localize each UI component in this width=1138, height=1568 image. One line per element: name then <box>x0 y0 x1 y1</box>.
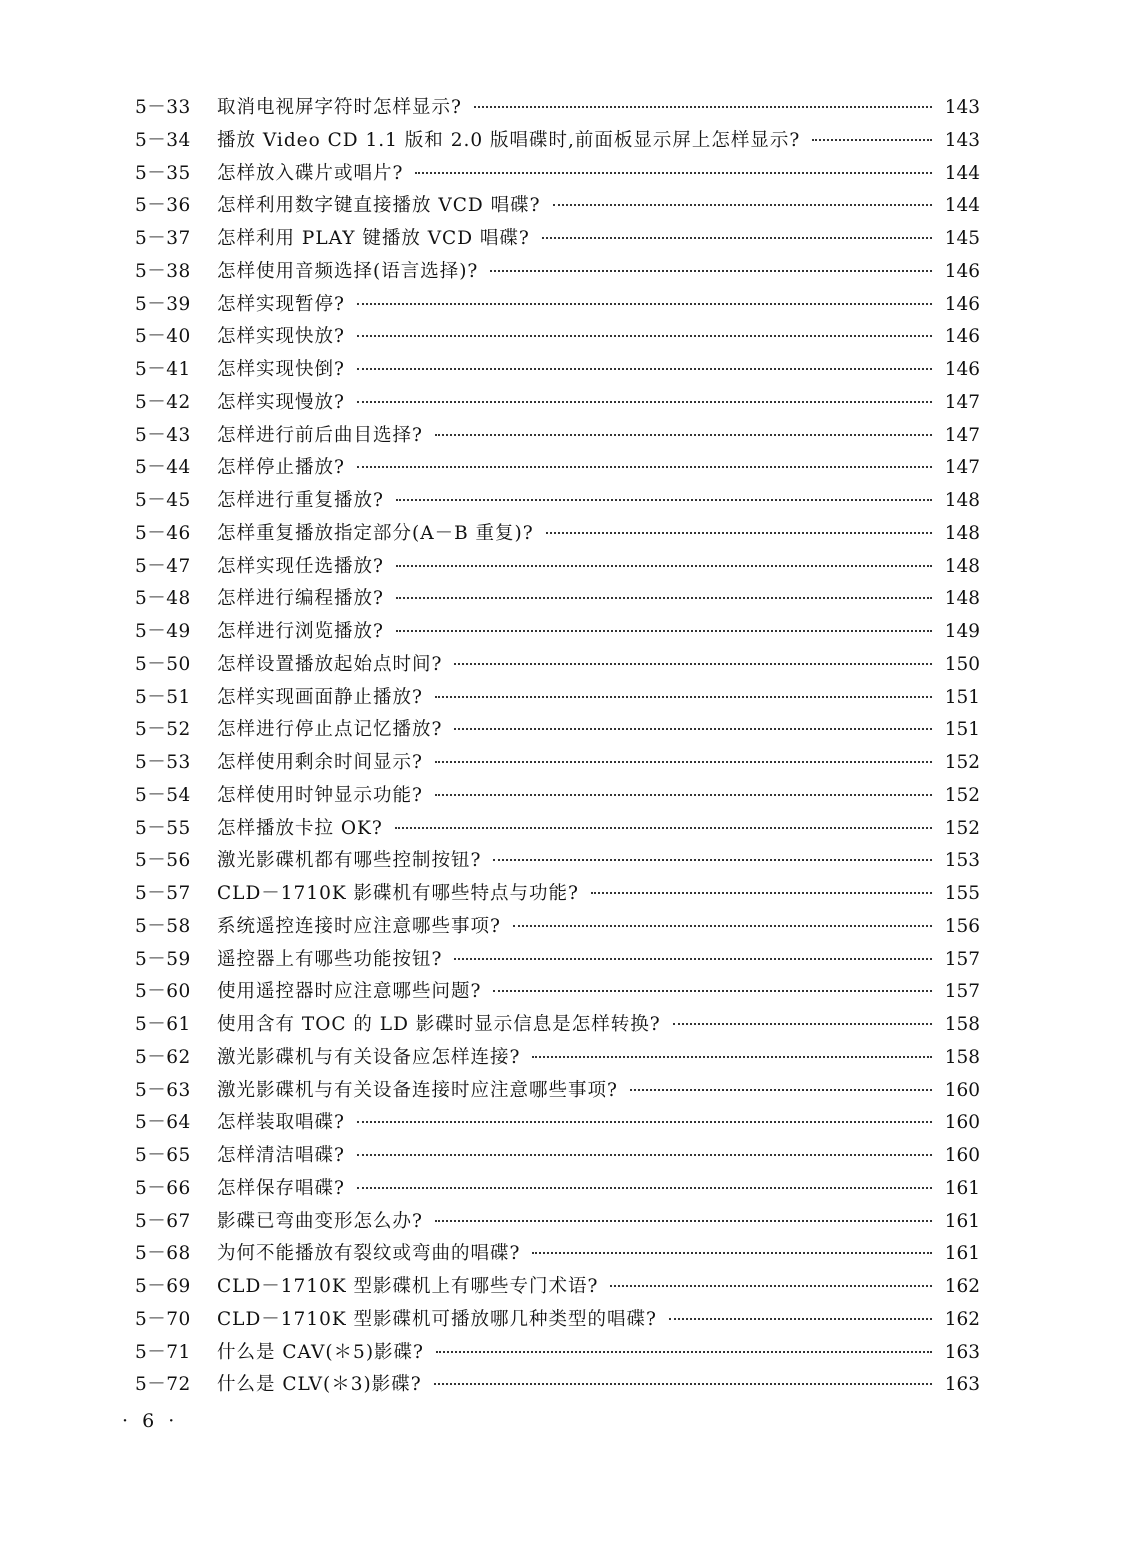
toc-entry-page: 148 <box>944 555 980 577</box>
toc-entry-page: 160 <box>944 1112 980 1134</box>
toc-entry-number: 5－42 <box>135 391 191 413</box>
toc-entry <box>135 1304 980 1337</box>
toc-entry-page: 151 <box>944 719 980 741</box>
toc-entry-number: 5－37 <box>135 228 191 249</box>
toc-entry <box>135 813 980 846</box>
dot-leader <box>415 172 932 174</box>
dot-leader <box>357 368 932 370</box>
toc-entry-number: 5－54 <box>135 784 191 806</box>
toc-entry-page: 152 <box>944 817 980 839</box>
toc-entry <box>135 878 980 911</box>
toc-entry-number: 5－65 <box>135 1145 191 1166</box>
toc-entry-page: 157 <box>944 981 980 1003</box>
toc-entry-title: 怎样使用剩余时间显示? <box>217 752 423 773</box>
toc-entry-title: 怎样实现慢放? <box>217 391 345 413</box>
toc-entry-number: 5－71 <box>135 1341 191 1363</box>
toc-entry-number: 5－68 <box>135 1243 191 1265</box>
toc-entry <box>135 190 980 223</box>
toc-entry <box>135 1206 980 1239</box>
dot-leader <box>357 1187 932 1189</box>
toc-entry-page: 157 <box>944 948 980 970</box>
dot-leader <box>532 1056 932 1058</box>
toc-entry-title: 怎样重复播放指定部分(A－B 重复)? <box>217 522 534 544</box>
toc-entry-title: 怎样实现快放? <box>217 326 345 348</box>
dot-leader <box>546 532 932 534</box>
toc-entry <box>135 649 980 682</box>
toc-entry-number: 5－49 <box>135 621 191 642</box>
toc-entry-page: 152 <box>944 784 980 806</box>
dot-leader <box>812 139 932 141</box>
toc-entry-title: 取消电视屏字符时怎样显示? <box>217 97 462 118</box>
toc-entry-page: 158 <box>944 1046 980 1068</box>
toc-entry-number: 5－67 <box>135 1210 191 1232</box>
toc-entry <box>135 223 980 256</box>
toc-entry-page: 145 <box>944 228 980 249</box>
toc-entry-number: 5－39 <box>135 293 191 315</box>
dot-leader <box>396 499 932 501</box>
toc-entry-title: 怎样装取唱碟? <box>217 1112 345 1134</box>
toc-entry-number: 5－69 <box>135 1276 191 1297</box>
toc-entry <box>135 289 980 322</box>
toc-entry <box>135 583 980 616</box>
toc-entry-number: 5－50 <box>135 653 191 675</box>
toc-entry-number: 5－52 <box>135 719 191 741</box>
toc-entry-title: 怎样清洁唱碟? <box>217 1145 345 1166</box>
dot-leader <box>591 892 932 894</box>
toc-entry-number: 5－62 <box>135 1046 191 1068</box>
toc-entry <box>135 354 980 387</box>
toc-entry-page: 148 <box>944 490 980 511</box>
dot-leader <box>435 434 932 436</box>
dot-leader <box>673 1023 932 1025</box>
toc-entry-number: 5－63 <box>135 1079 191 1101</box>
toc-entry <box>135 452 980 485</box>
toc-entry-page: 160 <box>944 1145 980 1166</box>
toc-entry-number: 5－38 <box>135 260 191 282</box>
toc-entry-page: 149 <box>944 621 980 642</box>
dot-leader <box>357 1121 932 1123</box>
toc-entry-page: 160 <box>944 1079 980 1101</box>
toc-entry-number: 5－66 <box>135 1177 191 1199</box>
toc-entry-page: 162 <box>944 1308 980 1330</box>
toc-entry <box>135 1075 980 1108</box>
toc-entry-title: 怎样播放卡拉 OK? <box>217 817 383 839</box>
toc-entry-title: 怎样进行浏览播放? <box>217 621 384 642</box>
toc-entry-number: 5－35 <box>135 162 191 184</box>
toc-entry-page: 162 <box>944 1276 980 1297</box>
toc-entry <box>135 976 980 1009</box>
toc-entry-number: 5－59 <box>135 948 191 970</box>
toc-entry <box>135 420 980 453</box>
dot-leader <box>396 630 932 632</box>
toc-entry-title: 怎样实现任选播放? <box>217 555 384 577</box>
toc-entry-page: 150 <box>944 653 980 675</box>
toc-entry-page: 158 <box>944 1014 980 1035</box>
toc-entry-title: 激光影碟机都有哪些控制按钮? <box>217 850 482 872</box>
toc-entry-title: CLD－1710K 型影碟机上有哪些专门术语? <box>217 1276 599 1297</box>
toc-entry-page: 146 <box>944 260 980 282</box>
toc-entry-title: 怎样实现暂停? <box>217 293 345 315</box>
dot-leader <box>357 401 932 403</box>
toc-entry-title: 怎样使用时钟显示功能? <box>217 784 423 806</box>
toc-entry-title: CLD－1710K 型影碟机可播放哪几种类型的唱碟? <box>217 1308 657 1330</box>
dot-leader <box>396 565 932 567</box>
toc-entry-page: 155 <box>944 883 980 904</box>
toc-entry-number: 5－40 <box>135 326 191 348</box>
toc-entry <box>135 1271 980 1304</box>
dot-leader <box>435 761 932 763</box>
dot-leader <box>553 204 932 206</box>
toc-entry <box>135 92 980 125</box>
toc-entry <box>135 1173 980 1206</box>
toc-entry-page: 151 <box>944 686 980 708</box>
toc-entry-page: 147 <box>944 457 980 479</box>
toc-entry <box>135 714 980 747</box>
toc-entry-title: 使用遥控器时应注意哪些问题? <box>217 981 482 1003</box>
dot-leader <box>435 1220 932 1222</box>
toc-entry-page: 148 <box>944 588 980 610</box>
toc-entry-title: 怎样进行编程播放? <box>217 588 384 610</box>
toc-entry-number: 5－53 <box>135 752 191 773</box>
toc-entry-title: 怎样进行停止点记忆播放? <box>217 719 443 741</box>
toc-entry-number: 5－43 <box>135 424 191 446</box>
toc-entry-title: 影碟已弯曲变形怎么办? <box>217 1210 423 1232</box>
dot-leader <box>357 303 932 305</box>
toc-entry <box>135 1337 980 1370</box>
toc-entry-page: 163 <box>944 1341 980 1363</box>
toc-entry-title: 怎样进行重复播放? <box>217 490 384 511</box>
toc-entry-title: 遥控器上有哪些功能按钮? <box>217 948 443 970</box>
toc-entry <box>135 944 980 977</box>
dot-leader <box>395 827 932 829</box>
dot-leader <box>542 237 932 239</box>
toc-entry-page: 144 <box>944 195 980 217</box>
toc-entry-page: 148 <box>944 522 980 544</box>
toc-entry-number: 5－60 <box>135 981 191 1003</box>
toc-entry-title: CLD－1710K 影碟机有哪些特点与功能? <box>217 883 579 904</box>
toc-entry <box>135 616 980 649</box>
toc-entry <box>135 125 980 158</box>
toc-entry-page: 161 <box>944 1177 980 1199</box>
toc-entry <box>135 551 980 584</box>
toc-entry-title: 怎样停止播放? <box>217 457 345 479</box>
dot-leader <box>474 106 932 108</box>
toc-entry-title: 怎样使用音频选择(语言选择)? <box>217 260 479 282</box>
toc-entry-page: 146 <box>944 359 980 380</box>
dot-leader <box>630 1089 932 1091</box>
toc-entry-number: 5－57 <box>135 883 191 904</box>
toc-entry-title: 为何不能播放有裂纹或弯曲的唱碟? <box>217 1243 521 1265</box>
toc-entry-page: 143 <box>944 97 980 118</box>
toc-entry <box>135 387 980 420</box>
dot-leader <box>454 663 932 665</box>
toc-entry-page: 147 <box>944 424 980 446</box>
toc-entry-page: 152 <box>944 752 980 773</box>
toc-entry-number: 5－70 <box>135 1308 191 1330</box>
toc-entry-number: 5－47 <box>135 555 191 577</box>
dot-leader <box>493 859 932 861</box>
toc-entry <box>135 485 980 518</box>
dot-leader <box>454 728 932 730</box>
toc-entry-page: 144 <box>944 162 980 184</box>
dot-leader <box>669 1318 932 1320</box>
toc-entry-title: 系统遥控连接时应注意哪些事项? <box>217 915 501 937</box>
toc-entry-page: 146 <box>944 293 980 315</box>
toc-entry <box>135 747 980 780</box>
toc-entry-number: 5－46 <box>135 522 191 544</box>
dot-leader <box>357 335 932 337</box>
toc-entry-title: 怎样设置播放起始点时间? <box>217 653 443 675</box>
dot-leader <box>435 794 932 796</box>
toc-entry-title: 使用含有 TOC 的 LD 影碟时显示信息是怎样转换? <box>217 1014 661 1035</box>
toc-entry <box>135 911 980 944</box>
toc-entry-number: 5－72 <box>135 1374 191 1396</box>
toc-entry-page: 143 <box>944 129 980 151</box>
page-number: · 6 · <box>122 1410 179 1432</box>
toc-entry <box>135 1042 980 1075</box>
toc-entry-title: 怎样实现画面静止播放? <box>217 686 423 708</box>
toc-entry-title: 怎样利用数字键直接播放 VCD 唱碟? <box>217 195 541 217</box>
toc-entry <box>135 1140 980 1173</box>
toc-entry-page: 146 <box>944 326 980 348</box>
toc-entry <box>135 1369 980 1402</box>
toc-entry-page: 156 <box>944 915 980 937</box>
toc-entry-number: 5－64 <box>135 1112 191 1134</box>
toc-entry <box>135 1238 980 1271</box>
toc-entry-number: 5－34 <box>135 129 191 151</box>
toc-entry-title: 什么是 CAV(＊5)影碟? <box>217 1341 424 1363</box>
toc-entry-page: 153 <box>944 850 980 872</box>
dot-leader <box>532 1252 932 1254</box>
dot-leader <box>357 466 932 468</box>
toc-entry <box>135 1107 980 1140</box>
toc-entry-page: 163 <box>944 1374 980 1396</box>
toc-entry-title: 激光影碟机与有关设备应怎样连接? <box>217 1046 521 1068</box>
toc-entry-page: 147 <box>944 391 980 413</box>
toc-entry-number: 5－61 <box>135 1014 191 1035</box>
toc-entry <box>135 256 980 289</box>
toc-entry-number: 5－45 <box>135 490 191 511</box>
toc-entry-number: 5－56 <box>135 850 191 872</box>
toc-entry-title: 怎样进行前后曲目选择? <box>217 424 423 446</box>
dot-leader <box>513 925 932 927</box>
toc-entry <box>135 780 980 813</box>
toc-entry-number: 5－51 <box>135 686 191 708</box>
toc-entry-page: 161 <box>944 1210 980 1232</box>
dot-leader <box>454 958 932 960</box>
toc-entry <box>135 845 980 878</box>
toc-entry-number: 5－48 <box>135 588 191 610</box>
toc-entry-title: 怎样放入碟片或唱片? <box>217 162 404 184</box>
toc-entry <box>135 158 980 191</box>
toc-entry-page: 161 <box>944 1243 980 1265</box>
dot-leader <box>357 1154 932 1156</box>
toc-entry-title: 激光影碟机与有关设备连接时应注意哪些事项? <box>217 1079 618 1101</box>
dot-leader <box>436 1351 932 1353</box>
toc-entry-title: 怎样实现快倒? <box>217 359 345 380</box>
toc-entry-title: 怎样保存唱碟? <box>217 1177 345 1199</box>
toc-entry-number: 5－36 <box>135 195 191 217</box>
toc-entry-number: 5－44 <box>135 457 191 479</box>
toc-entry <box>135 321 980 354</box>
toc-entry-title: 什么是 CLV(＊3)影碟? <box>217 1374 422 1396</box>
table-of-contents <box>135 92 980 1402</box>
toc-entry-number: 5－55 <box>135 817 191 839</box>
toc-entry-number: 5－58 <box>135 915 191 937</box>
dot-leader <box>396 597 932 599</box>
dot-leader <box>434 1383 932 1385</box>
toc-entry <box>135 682 980 715</box>
dot-leader <box>490 270 932 272</box>
dot-leader <box>435 696 932 698</box>
toc-entry-title: 怎样利用 PLAY 键播放 VCD 唱碟? <box>217 228 530 249</box>
dot-leader <box>610 1285 932 1287</box>
toc-entry <box>135 518 980 551</box>
toc-entry-title: 播放 Video CD 1.1 版和 2.0 版唱碟时,前面板显示屏上怎样显示? <box>217 129 801 151</box>
dot-leader <box>493 990 932 992</box>
toc-entry <box>135 1009 980 1042</box>
toc-entry-number: 5－41 <box>135 359 191 380</box>
toc-entry-number: 5－33 <box>135 97 191 118</box>
